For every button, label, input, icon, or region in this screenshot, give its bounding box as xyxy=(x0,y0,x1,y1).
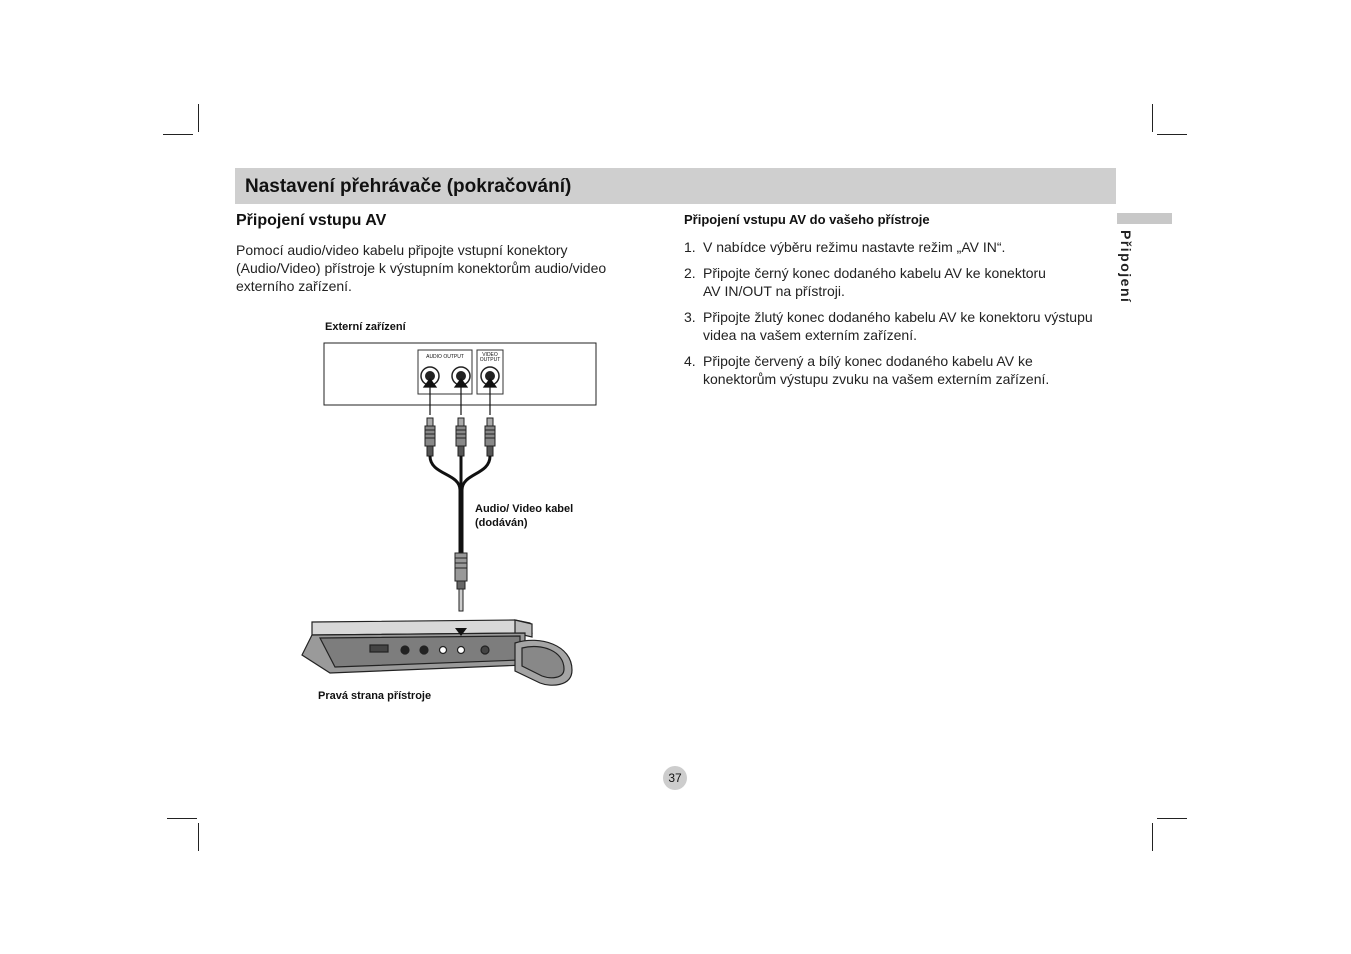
steps-list xyxy=(684,238,1114,396)
connection-diagram xyxy=(300,315,600,715)
step-text: AV IN/OUT na přístroji. xyxy=(703,283,845,299)
crop-mark xyxy=(198,823,199,851)
crop-mark xyxy=(163,134,193,135)
step-number: 1. xyxy=(684,239,696,255)
rca-plug xyxy=(485,418,495,456)
crop-mark xyxy=(1157,818,1187,819)
side-tab-label: Připojení xyxy=(1118,230,1134,304)
intro-paragraph: Pomocí audio/video kabelu připojte vstupní konektory (Audio/Video) přístroje k výstupním konektorům audio/video externího zařízení. xyxy=(236,242,607,294)
audio-output-label: AUDIO OUTPUT xyxy=(426,354,464,360)
page-number: 37 xyxy=(663,766,687,790)
step-text: Připojte červený a bílý konec dodaného kabelu AV ke xyxy=(703,353,1033,369)
subsection-title: Připojení vstupu AV do vašeho přístroje xyxy=(684,212,930,227)
cable-label xyxy=(475,502,573,530)
step-text: konektorům výstupu zvuku na vašem externím zařízení. xyxy=(703,371,1050,387)
rca-plug xyxy=(425,418,435,456)
section-title: Připojení vstupu AV xyxy=(236,212,387,229)
page-title: Nastavení přehrávače (pokračování) xyxy=(245,176,572,197)
step-text: V nabídce výběru režimu nastavte režim „AV IN“. xyxy=(703,239,1006,255)
crop-mark xyxy=(1152,104,1153,132)
rca-plug xyxy=(456,418,466,456)
mini-plug xyxy=(455,553,467,611)
crop-mark xyxy=(167,818,197,819)
side-tab-marker xyxy=(1117,213,1172,224)
av-cable xyxy=(430,456,490,490)
crop-mark xyxy=(1157,134,1187,135)
step-text: Připojte žlutý konec dodaného kabelu AV ke konektoru výstupu xyxy=(703,309,1093,325)
list-item xyxy=(684,308,1114,344)
step-text: Připojte černý konec dodaného kabelu AV ke konektoru xyxy=(703,265,1046,281)
crop-mark xyxy=(198,104,199,132)
portable-dvd-player xyxy=(302,620,572,685)
step-text: videa na vašem externím zařízení. xyxy=(703,327,917,343)
step-number: 2. xyxy=(684,265,696,281)
crop-mark xyxy=(1152,823,1153,851)
video-output-label: VIDEO xyxy=(482,352,498,358)
cable-label-line: Audio/ Video kabel xyxy=(475,503,574,515)
list-item xyxy=(684,352,1114,388)
list-item xyxy=(684,238,1114,256)
step-number: 4. xyxy=(684,353,696,369)
external-device-label: Externí zařízení xyxy=(325,321,406,333)
step-number: 3. xyxy=(684,309,696,325)
cable-label-line: (dodáván) xyxy=(475,517,528,529)
section-header-bar xyxy=(235,168,1116,204)
device-side-label: Pravá strana přístroje xyxy=(318,690,432,702)
list-item xyxy=(684,264,1114,300)
video-output-label: OUTPUT xyxy=(479,357,501,363)
